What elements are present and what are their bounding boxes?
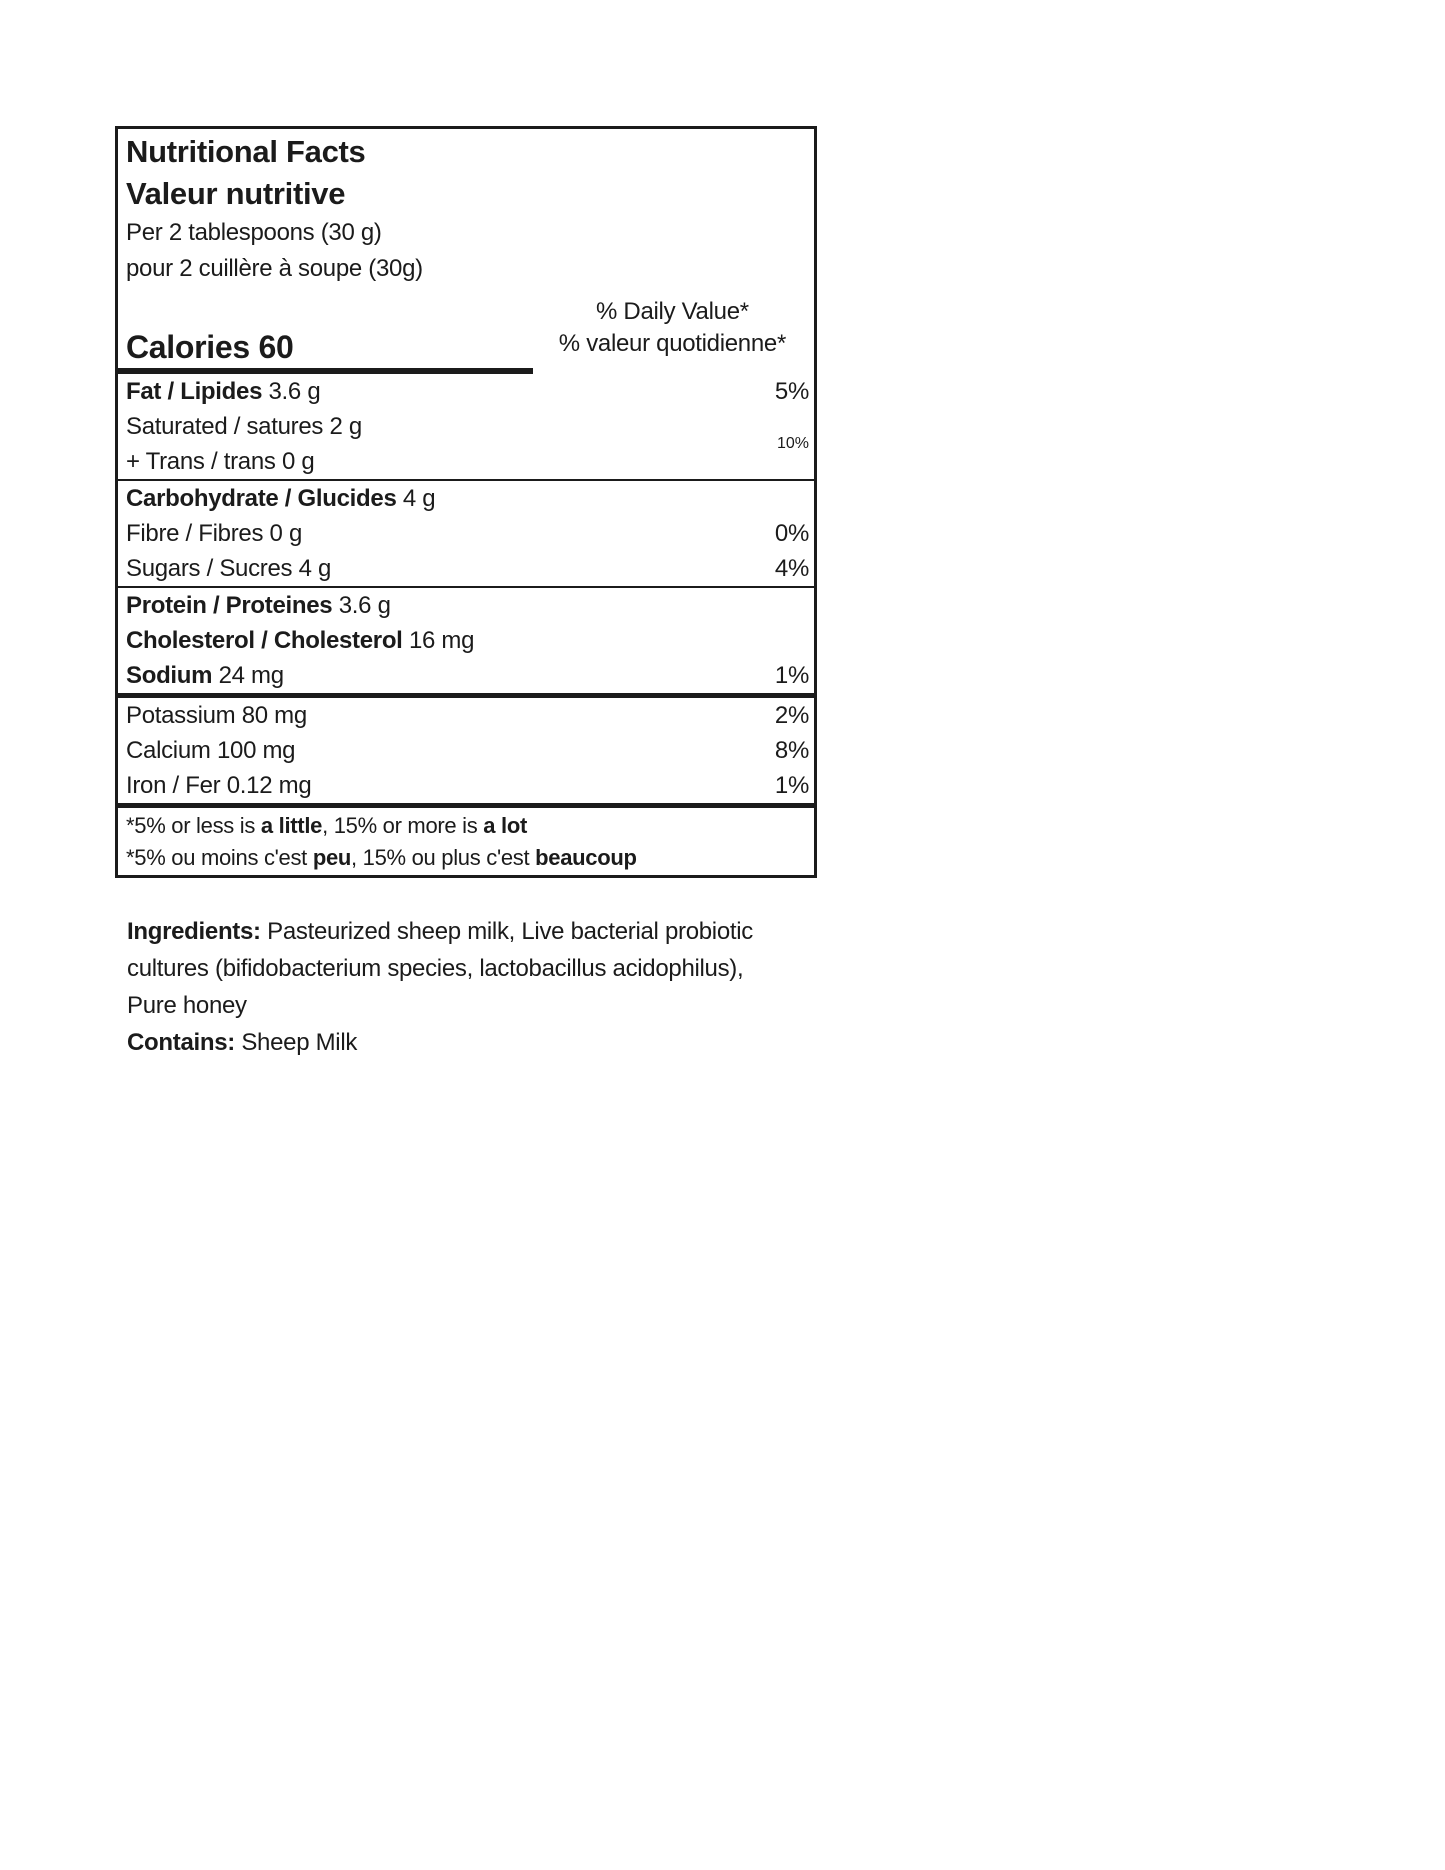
row-sugars-label: Sugars / Sucres xyxy=(126,554,293,582)
row-calcium-text xyxy=(126,737,295,765)
label-title-fr: Valeur nutritive xyxy=(126,176,346,211)
row-iron-label: Iron / Fer xyxy=(126,771,221,799)
row-calcium-label: Calcium xyxy=(126,736,211,764)
row-cholesterol-text xyxy=(126,627,474,655)
contains-line xyxy=(127,1024,827,1061)
row-potassium xyxy=(118,698,814,733)
row-potassium-dv: 2% xyxy=(774,701,809,729)
footnote-en-part2: , 15% or more is xyxy=(322,813,484,838)
row-sugars-text xyxy=(126,555,331,583)
row-fibre-dv: 0% xyxy=(774,519,809,547)
ingredients-line-1-rest: Pasteurized sheep milk, Live bacterial probiotic xyxy=(267,918,753,945)
row-calcium xyxy=(118,733,814,768)
row-trans xyxy=(126,444,362,479)
fat-section xyxy=(118,374,814,481)
row-sodium-dv: 1% xyxy=(774,661,809,689)
row-potassium-text xyxy=(126,702,307,730)
saturated-trans-group xyxy=(118,409,814,479)
row-fibre-value: 0 g xyxy=(269,519,303,547)
serving-size-en: Per 2 tablespoons (30 g) xyxy=(126,219,382,246)
nutrition-facts-label xyxy=(115,126,817,878)
daily-value-header xyxy=(559,296,786,360)
row-sugars xyxy=(118,551,814,586)
row-iron-dv: 1% xyxy=(774,771,809,799)
row-trans-text xyxy=(126,448,314,476)
row-saturated-label: Saturated / satures xyxy=(126,412,324,440)
serving-size-fr: pour 2 cuillère à soupe (30g) xyxy=(126,255,423,282)
ingredients-line-2: cultures (bifidobacterium species, lactobacillus acidophilus), xyxy=(127,955,744,982)
row-cholesterol-label: Cholesterol / Cholesterol xyxy=(126,626,403,654)
row-protein-label: Protein / Proteines xyxy=(126,591,333,619)
row-iron-text xyxy=(126,772,311,800)
row-fibre-label: Fibre / Fibres xyxy=(126,519,264,547)
calories-row xyxy=(118,287,814,368)
row-fat-text xyxy=(126,378,320,406)
row-sodium xyxy=(118,658,814,693)
label-title-en: Nutritional Facts xyxy=(126,134,366,169)
footnote-en-part1: *5% or less is xyxy=(126,813,261,838)
row-sodium-value: 24 mg xyxy=(218,661,284,689)
footnote-block xyxy=(118,808,814,874)
saturated-trans-dv: 10% xyxy=(776,435,809,452)
row-fat-dv: 5% xyxy=(774,377,809,405)
ingredients-line-1 xyxy=(127,913,827,950)
footnote-fr-part1: *5% ou moins c'est xyxy=(126,845,313,870)
footnote-fr-part2: , 15% ou plus c'est xyxy=(351,845,536,870)
row-fibre xyxy=(118,516,814,551)
row-protein-value: 3.6 g xyxy=(338,591,391,619)
row-carbohydrate xyxy=(118,481,814,516)
row-cholesterol-value: 16 mg xyxy=(408,626,475,654)
row-cholesterol xyxy=(118,623,814,658)
ingredients-section xyxy=(127,913,827,1061)
row-protein xyxy=(118,588,814,623)
daily-value-header-en: % Daily Value* xyxy=(596,297,749,325)
calories-label: Calories xyxy=(126,329,250,365)
row-fat-label: Fat / Lipides xyxy=(126,377,263,405)
row-sodium-label: Sodium xyxy=(126,661,213,689)
contains-value: Sheep Milk xyxy=(241,1029,358,1056)
saturated-trans-lines xyxy=(126,409,362,479)
row-fat-value: 3.6 g xyxy=(268,377,321,405)
minerals-section xyxy=(118,698,814,808)
row-carbohydrate-label: Carbohydrate / Glucides xyxy=(126,484,397,512)
row-saturated-text xyxy=(126,413,362,441)
row-calcium-dv: 8% xyxy=(774,736,809,764)
row-trans-value: 0 g xyxy=(281,447,315,475)
row-potassium-value: 80 mg xyxy=(241,701,307,729)
row-calcium-value: 100 mg xyxy=(216,736,296,764)
ingredients-line-3: Pure honey xyxy=(127,992,247,1019)
row-carbohydrate-value: 4 g xyxy=(402,484,436,512)
footnote-fr-bold1: peu xyxy=(312,845,352,870)
carbohydrate-section xyxy=(118,481,814,588)
row-iron xyxy=(118,768,814,803)
row-saturated xyxy=(126,409,362,444)
row-iron-value: 0.12 mg xyxy=(226,771,312,799)
row-saturated-value: 2 g xyxy=(329,412,362,440)
row-fat xyxy=(118,374,814,409)
row-protein-text xyxy=(126,592,391,620)
footnote-fr-bold2: beaucoup xyxy=(535,845,637,870)
footnote-en-bold2: a lot xyxy=(483,813,527,838)
protein-section xyxy=(118,588,814,698)
calories-text xyxy=(118,329,293,368)
row-carbohydrate-text xyxy=(126,485,435,513)
row-sugars-value: 4 g xyxy=(298,554,332,582)
row-trans-label: + Trans / trans xyxy=(126,447,276,475)
row-sugars-dv: 4% xyxy=(774,554,809,582)
daily-value-header-fr: % valeur quotidienne* xyxy=(558,329,786,357)
footnote-en-bold1: a little xyxy=(260,813,323,838)
contains-label: Contains: xyxy=(127,1029,235,1056)
calories-value: 60 xyxy=(258,329,294,365)
footnote-en xyxy=(126,810,806,842)
row-potassium-label: Potassium xyxy=(126,701,236,729)
row-fibre-text xyxy=(126,520,302,548)
row-sodium-text xyxy=(126,662,284,690)
footnote-fr xyxy=(126,842,806,874)
ingredients-label: Ingredients: xyxy=(127,918,261,945)
